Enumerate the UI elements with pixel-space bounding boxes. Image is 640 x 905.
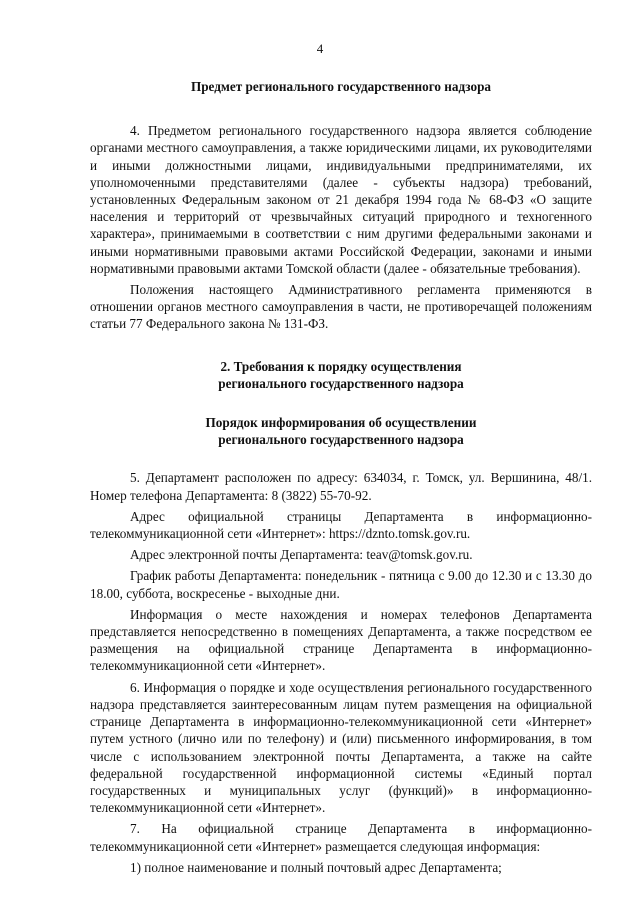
chapter-heading-line: регионального государственного надзора bbox=[218, 375, 464, 391]
section-title: Предмет регионального государственного надзора bbox=[190, 79, 492, 94]
subsection-heading bbox=[90, 414, 592, 448]
list-item: 1) полное наименование и полный почтовый адрес Департамента; bbox=[130, 859, 502, 875]
paragraph-email: Адрес электронной почты Департамента: teav@tomsk.gov.ru. bbox=[130, 547, 473, 563]
subsection-heading-line: регионального государственного надзора bbox=[218, 432, 464, 448]
paragraph-regulation-applicability: Положения настоящего Административного регламента применяются в отношении органов местного самоуправления в части, не противоречащей положениям статьи 77 Федерального закона № 131-ФЗ. bbox=[90, 282, 592, 332]
document-body bbox=[90, 78, 592, 880]
paragraph-subject-of-supervision: 4. Предметом регионального государственного надзора является соблюдение органами местного самоуправления, а также юридическими лицами, их руководителями и иными должностными лицами, индивидуальными предпринимателями, их уполномоченными представителями (далее - субъекты надзора) требований, установленных Федеральным законом от 21 декабря 1994 года № 68-ФЗ «О защите населения и территорий от чрезвычайных ситуаций природного и техногенного характера», принимаемыми в соответствии с ним другими федеральными законами и иными нормативными правовыми актами Российской Федерации, законами и иными нормативными правовыми актами Томской области (далее - обязательные требования). bbox=[90, 123, 592, 276]
paragraph-information-procedure: 6. Информация о порядке и ходе осуществления регионального государственного надзора представляется заинтересованным лицам путем размещения на официальной странице Департамента в информационно-телекоммуникационной сети «Интернет» путем устного (лично или по телефону) и (или) письменного информирования, в том числе с использованием электронной почты Департамента, а также на сайте федеральной государственной информационной системы «Единый портал государственных и муниципальных услуг (функций)» в информационно-телекоммуникационной сети «Интернет». bbox=[90, 679, 592, 816]
paragraph-location-info: Информация о месте нахождения и номерах телефонов Департамента представляется непосредственно в помещениях Департамента, а также посредством ее размещения на официальной странице Департамента в информационно-телекоммуникационной сети «Интернет». bbox=[90, 606, 592, 674]
paragraph-work-schedule: График работы Департамента: понедельник - пятница с 9.00 до 12.30 и с 13.30 до 18.00, суббота, воскресенье - выходные дни. bbox=[90, 568, 592, 601]
paragraph-website-content: 7. На официальной странице Департамента в информационно-телекоммуникационной сети «Интернет» размещается следующая информация: bbox=[90, 821, 592, 854]
subsection-heading-line: Порядок информирования об осуществлении bbox=[205, 415, 477, 431]
paragraph-address-phone: 5. Департамент расположен по адресу: 634034, г. Томск, ул. Вершинина, 48/1. Номер телефона Департамента: 8 (3822) 55-70-92. bbox=[90, 470, 592, 503]
chapter-heading-line: 2. Требования к порядку осуществления bbox=[220, 358, 462, 374]
page-number: 4 bbox=[316, 41, 324, 56]
paragraph-website: Адрес официальной страницы Департамента в информационно-телекоммуникационной сети «Интернет»: https://dznto.tomsk.gov.ru. bbox=[90, 508, 592, 542]
chapter-heading bbox=[90, 358, 592, 392]
